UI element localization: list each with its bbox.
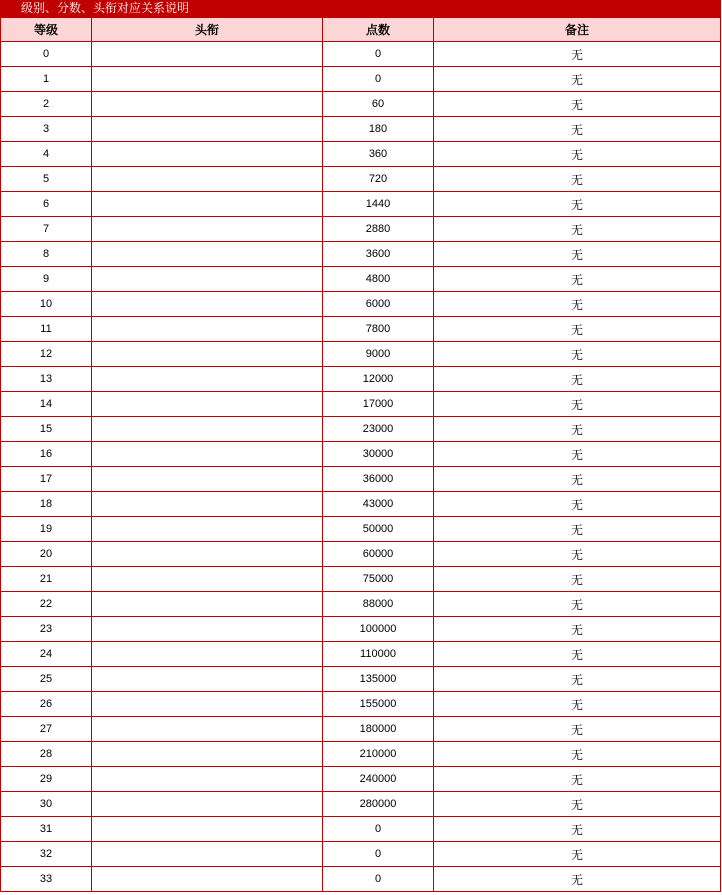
- points-cell: 180000: [323, 717, 434, 742]
- table-row: [1, 392, 721, 417]
- level-cell: 17: [1, 467, 92, 492]
- table-row: [1, 42, 721, 67]
- title-cell: [92, 517, 323, 542]
- table-row: [1, 292, 721, 317]
- points-cell: 240000: [323, 767, 434, 792]
- title-cell: [92, 817, 323, 842]
- level-cell: 33: [1, 867, 92, 892]
- title-cell: [92, 417, 323, 442]
- note-cell: 无: [434, 417, 721, 442]
- title-cell: [92, 792, 323, 817]
- points-cell: 360: [323, 142, 434, 167]
- note-cell: 无: [434, 817, 721, 842]
- table-body: [1, 42, 721, 892]
- table-row: [1, 417, 721, 442]
- note-cell: 无: [434, 842, 721, 867]
- title-cell: [92, 542, 323, 567]
- title-cell: [92, 692, 323, 717]
- note-cell: 无: [434, 567, 721, 592]
- title-cell: [92, 92, 323, 117]
- level-cell: 3: [1, 117, 92, 142]
- note-cell: 无: [434, 142, 721, 167]
- note-cell: 无: [434, 542, 721, 567]
- table-row: [1, 492, 721, 517]
- level-cell: 19: [1, 517, 92, 542]
- points-cell: 3600: [323, 242, 434, 267]
- table-row: [1, 342, 721, 367]
- table-row: [1, 217, 721, 242]
- level-cell: 10: [1, 292, 92, 317]
- points-cell: 2880: [323, 217, 434, 242]
- table-row: [1, 517, 721, 542]
- title-cell: [92, 317, 323, 342]
- points-cell: 60000: [323, 542, 434, 567]
- note-cell: 无: [434, 367, 721, 392]
- table-row: [1, 692, 721, 717]
- points-cell: 9000: [323, 342, 434, 367]
- column-header-title: 头衔: [92, 18, 323, 42]
- table-row: [1, 717, 721, 742]
- note-cell: 无: [434, 192, 721, 217]
- note-cell: 无: [434, 667, 721, 692]
- title-cell: [92, 342, 323, 367]
- table-row: [1, 117, 721, 142]
- points-cell: 110000: [323, 642, 434, 667]
- table-row: [1, 67, 721, 92]
- note-cell: 无: [434, 442, 721, 467]
- table-row: [1, 667, 721, 692]
- table-row: [1, 842, 721, 867]
- table-row: [1, 867, 721, 892]
- points-cell: 280000: [323, 792, 434, 817]
- table-row: [1, 817, 721, 842]
- title-cell: [92, 667, 323, 692]
- table-row: [1, 542, 721, 567]
- note-cell: 无: [434, 117, 721, 142]
- level-cell: 20: [1, 542, 92, 567]
- table-row: [1, 267, 721, 292]
- table-row: [1, 442, 721, 467]
- title-cell: [92, 567, 323, 592]
- column-header-points: 点数: [323, 18, 434, 42]
- level-cell: 1: [1, 67, 92, 92]
- points-cell: 1440: [323, 192, 434, 217]
- note-cell: 无: [434, 692, 721, 717]
- level-cell: 21: [1, 567, 92, 592]
- note-cell: 无: [434, 742, 721, 767]
- title-cell: [92, 842, 323, 867]
- title-cell: [92, 142, 323, 167]
- title-cell: [92, 742, 323, 767]
- points-cell: 12000: [323, 367, 434, 392]
- title-cell: [92, 42, 323, 67]
- note-cell: 无: [434, 767, 721, 792]
- level-cell: 24: [1, 642, 92, 667]
- level-cell: 26: [1, 692, 92, 717]
- level-cell: 5: [1, 167, 92, 192]
- points-cell: 50000: [323, 517, 434, 542]
- points-cell: 7800: [323, 317, 434, 342]
- table-row: [1, 192, 721, 217]
- note-cell: 无: [434, 42, 721, 67]
- note-cell: 无: [434, 867, 721, 892]
- note-cell: 无: [434, 267, 721, 292]
- level-cell: 9: [1, 267, 92, 292]
- title-cell: [92, 392, 323, 417]
- level-cell: 0: [1, 42, 92, 67]
- table-row: [1, 467, 721, 492]
- note-cell: 无: [434, 467, 721, 492]
- points-cell: 135000: [323, 667, 434, 692]
- table-row: [1, 142, 721, 167]
- note-cell: 无: [434, 717, 721, 742]
- title-cell: [92, 767, 323, 792]
- points-cell: 17000: [323, 392, 434, 417]
- level-cell: 28: [1, 742, 92, 767]
- points-cell: 0: [323, 817, 434, 842]
- title-cell: [92, 467, 323, 492]
- title-cell: [92, 217, 323, 242]
- level-cell: 8: [1, 242, 92, 267]
- table-row: [1, 92, 721, 117]
- note-cell: 无: [434, 292, 721, 317]
- level-cell: 14: [1, 392, 92, 417]
- points-cell: 75000: [323, 567, 434, 592]
- note-cell: 无: [434, 317, 721, 342]
- title-cell: [92, 642, 323, 667]
- level-cell: 4: [1, 142, 92, 167]
- note-cell: 无: [434, 167, 721, 192]
- points-cell: 43000: [323, 492, 434, 517]
- note-cell: 无: [434, 67, 721, 92]
- note-cell: 无: [434, 342, 721, 367]
- title-cell: [92, 242, 323, 267]
- title-cell: [92, 292, 323, 317]
- level-table: [0, 17, 721, 892]
- level-cell: 6: [1, 192, 92, 217]
- points-cell: 0: [323, 842, 434, 867]
- title-cell: [92, 617, 323, 642]
- level-cell: 25: [1, 667, 92, 692]
- table-row: [1, 317, 721, 342]
- title-cell: [92, 442, 323, 467]
- column-header-level: 等级: [1, 18, 92, 42]
- title-cell: [92, 717, 323, 742]
- table-row: [1, 767, 721, 792]
- level-cell: 23: [1, 617, 92, 642]
- table-row: [1, 167, 721, 192]
- points-cell: 30000: [323, 442, 434, 467]
- table-row: [1, 592, 721, 617]
- title-cell: [92, 167, 323, 192]
- table-header-row: [1, 18, 721, 42]
- title-cell: [92, 117, 323, 142]
- title-cell: [92, 867, 323, 892]
- points-cell: 100000: [323, 617, 434, 642]
- note-cell: 无: [434, 242, 721, 267]
- note-cell: 无: [434, 792, 721, 817]
- note-cell: 无: [434, 617, 721, 642]
- level-cell: 31: [1, 817, 92, 842]
- level-cell: 7: [1, 217, 92, 242]
- level-cell: 32: [1, 842, 92, 867]
- note-cell: 无: [434, 492, 721, 517]
- title-cell: [92, 367, 323, 392]
- level-cell: 22: [1, 592, 92, 617]
- table-row: [1, 567, 721, 592]
- table-row: [1, 617, 721, 642]
- level-cell: 27: [1, 717, 92, 742]
- points-cell: 0: [323, 42, 434, 67]
- points-cell: 6000: [323, 292, 434, 317]
- level-cell: 12: [1, 342, 92, 367]
- level-cell: 29: [1, 767, 92, 792]
- note-cell: 无: [434, 92, 721, 117]
- points-cell: 88000: [323, 592, 434, 617]
- points-cell: 0: [323, 67, 434, 92]
- title-cell: [92, 492, 323, 517]
- title-cell: [92, 67, 323, 92]
- title-cell: [92, 267, 323, 292]
- level-cell: 16: [1, 442, 92, 467]
- table-row: [1, 242, 721, 267]
- level-cell: 18: [1, 492, 92, 517]
- points-cell: 180: [323, 117, 434, 142]
- note-cell: 无: [434, 517, 721, 542]
- level-cell: 30: [1, 792, 92, 817]
- points-cell: 60: [323, 92, 434, 117]
- table-row: [1, 367, 721, 392]
- note-cell: 无: [434, 592, 721, 617]
- level-cell: 11: [1, 317, 92, 342]
- level-cell: 15: [1, 417, 92, 442]
- table-row: [1, 742, 721, 767]
- level-cell: 13: [1, 367, 92, 392]
- points-cell: 4800: [323, 267, 434, 292]
- level-cell: 2: [1, 92, 92, 117]
- title-cell: [92, 192, 323, 217]
- note-cell: 无: [434, 642, 721, 667]
- column-header-note: 备注: [434, 18, 721, 42]
- points-cell: 36000: [323, 467, 434, 492]
- points-cell: 155000: [323, 692, 434, 717]
- table-row: [1, 792, 721, 817]
- points-cell: 0: [323, 867, 434, 892]
- points-cell: 720: [323, 167, 434, 192]
- panel-title: 级别、分数、头衔对应关系说明: [0, 0, 721, 17]
- note-cell: 无: [434, 217, 721, 242]
- points-cell: 210000: [323, 742, 434, 767]
- points-cell: 23000: [323, 417, 434, 442]
- title-cell: [92, 592, 323, 617]
- note-cell: 无: [434, 392, 721, 417]
- table-row: [1, 642, 721, 667]
